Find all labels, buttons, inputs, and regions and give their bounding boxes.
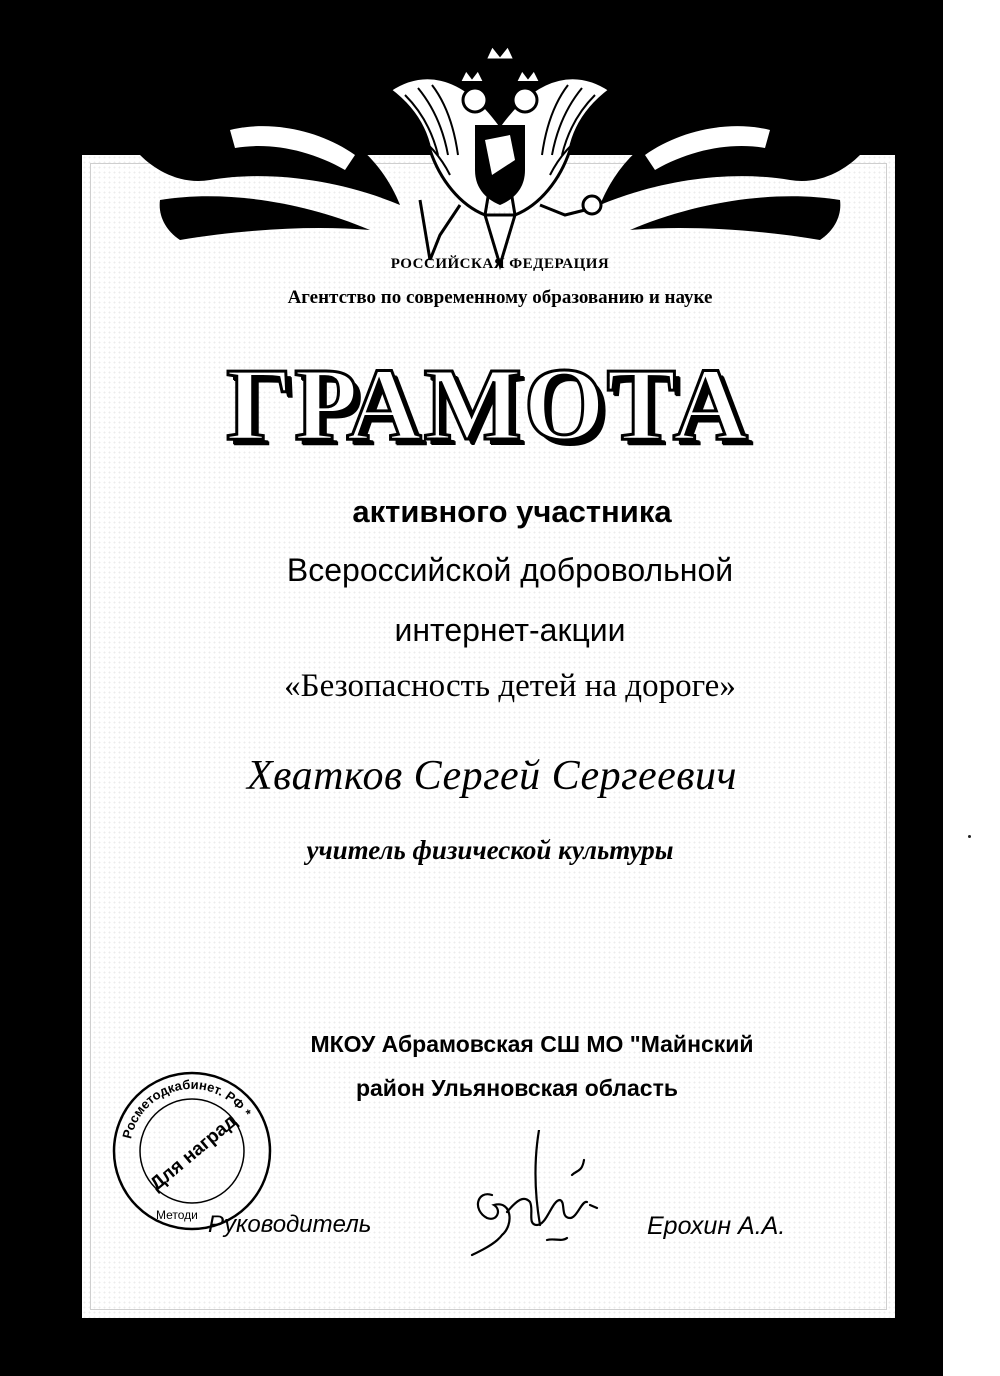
organization-line-2: район Ульяновская область — [355, 1075, 679, 1101]
organization-line-1: МКОУ Абрамовская СШ МО "Майнский — [310, 1031, 754, 1057]
director-position-label: Руководитель — [208, 1211, 372, 1238]
recipient-name: Хватков Сергей Сергеевич — [246, 753, 738, 799]
award-line-internet-action: интернет-акции — [394, 612, 626, 648]
director-signature — [442, 1130, 612, 1265]
svg-text:Для наград: Для наград — [146, 1110, 242, 1196]
award-stamp — [108, 1067, 276, 1235]
svg-text:Методи: Методи — [156, 1208, 198, 1222]
award-line-campaign-name: «Безопасность детей на дороге» — [284, 668, 736, 704]
svg-text:Росметодкабинет. РФ *: Росметодкабинет. РФ * — [119, 1076, 255, 1141]
frame-bottom-border — [82, 1318, 895, 1376]
country-heading: РОССИЙСКАЯ ФЕДЕРАЦИЯ — [390, 256, 610, 272]
award-line-action-type: Всероссийской добровольной — [286, 552, 734, 588]
recipient-role: учитель физической культуры — [306, 835, 674, 865]
agency-heading: Агентство по современному образованию и науке — [287, 287, 713, 308]
coat-of-arms-emblem — [140, 30, 860, 270]
director-name: Ерохин А.А. — [647, 1212, 786, 1240]
certificate-title: ГРАМОТА — [226, 347, 750, 462]
award-line-participant: активного участника — [352, 494, 672, 529]
scan-speck — [968, 835, 971, 838]
